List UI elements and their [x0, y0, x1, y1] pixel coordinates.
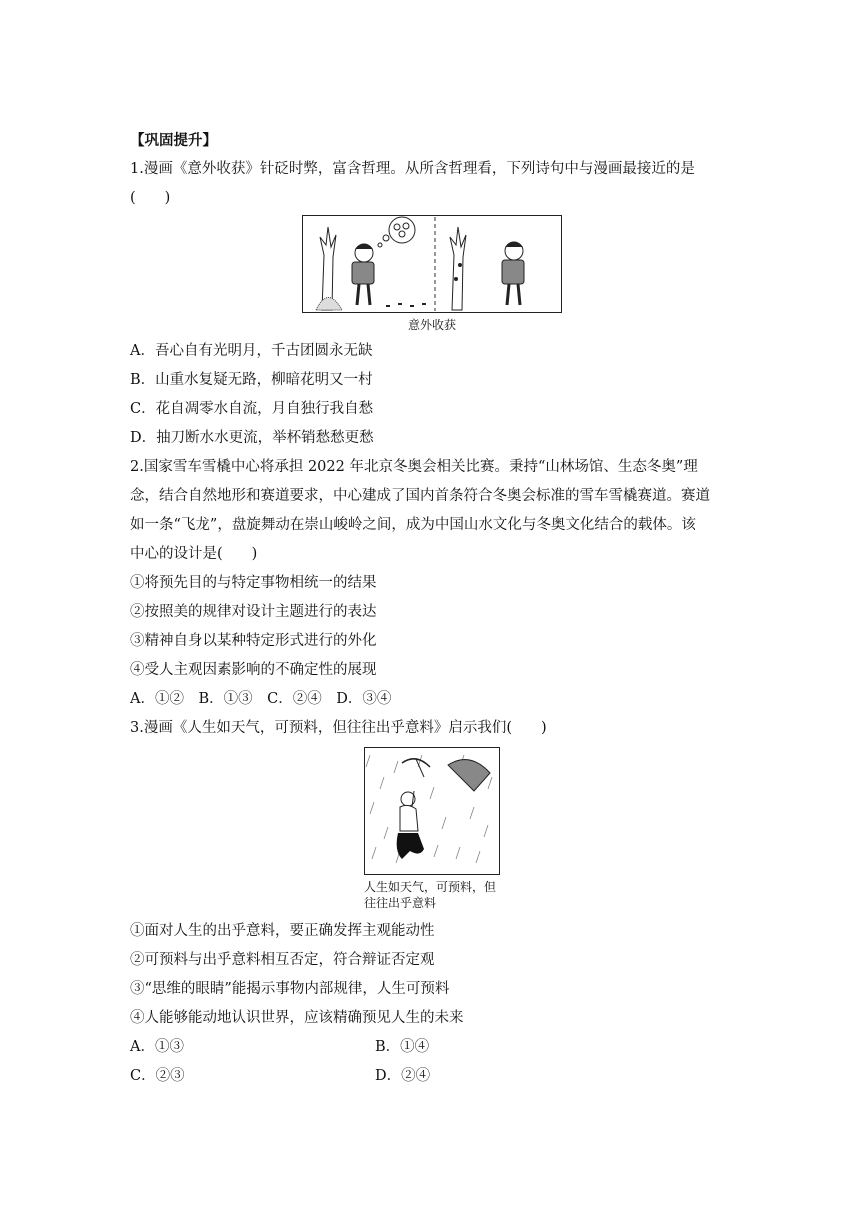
q1-figure-caption: 意外收获: [407, 318, 456, 332]
q3-figure-caption-line-1: 人生如天气，可预料，但: [364, 880, 497, 894]
cartoon-image-unexpected-harvest: [302, 215, 562, 313]
q3-choice-a: A．①③: [130, 1039, 184, 1055]
q1-cartoon-figure: [302, 215, 562, 333]
q2-choices: A．①② B．①③ C．②④ D．③④: [130, 691, 392, 707]
question-3: [130, 714, 734, 1091]
q3-item-2: ②可预料与出乎意料相互否定，符合辩证否定观: [130, 952, 435, 968]
q3-cartoon-figure: [364, 747, 500, 911]
question-1: [130, 155, 734, 453]
q2-stem-line-3: 如一条“飞龙”，盘旋舞动在崇山峻岭之间，成为中国山水文化与冬奥文化结合的载体。该: [130, 517, 696, 533]
question-2: [130, 453, 734, 714]
q2-stem-line-4: 中心的设计是( ): [130, 546, 258, 562]
q2-item-2: ②按照美的规律对设计主题进行的表达: [130, 604, 377, 620]
q1-option-d: D．抽刀断水水更流，举杯销愁愁更愁: [130, 430, 374, 446]
q3-choice-d: D．②④: [375, 1068, 431, 1084]
q3-item-1: ①面对人生的出乎意料，要正确发挥主观能动性: [130, 923, 435, 939]
q2-stem-line-1: 2.国家雪车雪橇中心将承担 2022 年北京冬奥会相关比赛。秉持“山林场馆、生态冬奥”理: [130, 459, 698, 475]
q2-item-3: ③精神自身以某种特定形式进行的外化: [130, 633, 377, 649]
q3-choices-row-1: [130, 1033, 734, 1062]
q3-choice-c: C．②③: [130, 1068, 185, 1084]
section-title: 【巩固提升】: [130, 132, 217, 149]
q2-stem-line-2: 念，结合自然地形和赛道要求，中心建成了国内首条符合冬奥会标准的雪车雪橇赛道。赛道: [130, 488, 710, 504]
q1-option-c: C．花自凋零水自流，月自独行我自愁: [130, 401, 374, 417]
q3-choices-row-2: [130, 1062, 734, 1091]
q3-stem: 3.漫画《人生如天气，可预料，但往往出乎意料》启示我们( ): [130, 720, 547, 736]
q3-item-4: ④人能够能动地认识世界，应该精确预见人生的未来: [130, 1010, 464, 1026]
document-page: [130, 126, 734, 1091]
q1-stem-line-2: ( ): [130, 190, 171, 206]
q1-option-b: B．山重水复疑无路，柳暗花明又一村: [130, 372, 373, 388]
q3-choice-b: B．①④: [375, 1039, 430, 1055]
q3-item-3: ③“思维的眼睛”能揭示事物内部规律，人生可预料: [130, 981, 450, 997]
q3-figure-caption-line-2: 往往出乎意料: [364, 896, 437, 910]
q1-option-a: A．吾心自有光明月，千古团圆永无缺: [130, 343, 373, 359]
cartoon-image-life-like-weather: [364, 747, 500, 875]
q2-item-4: ④受人主观因素影响的不确定性的展现: [130, 662, 377, 678]
q2-item-1: ①将预先目的与特定事物相统一的结果: [130, 575, 377, 591]
q1-stem-line-1: 1.漫画《意外收获》针砭时弊，富含哲理。从所含哲理看，下列诗句中与漫画最接近的是: [130, 161, 695, 177]
